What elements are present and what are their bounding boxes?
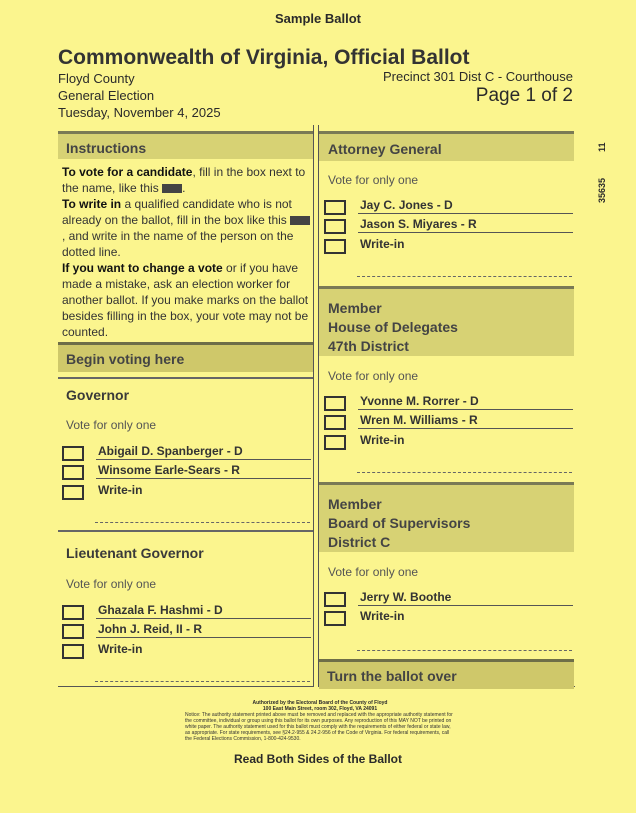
candidate-name: Abigail D. Spanberger - D	[98, 444, 243, 458]
instr-p3-rest: or if you have made a mistake, ask an election worker for another ballot. If you make marks on the ballot besides filling in the box, your vote may not be counted.	[62, 261, 309, 339]
name-underline	[358, 605, 573, 606]
attorney-general-title: Attorney General	[319, 131, 574, 161]
candidate-williams[interactable]	[324, 413, 574, 431]
write-in-label: Write-in	[98, 483, 143, 497]
attorney-general-write-in[interactable]	[324, 237, 574, 255]
candidate-name: John J. Reid, II - R	[98, 622, 203, 636]
vote-box[interactable]	[324, 415, 346, 430]
write-in-label: Write-in	[98, 642, 143, 656]
instr-p1-rest: , fill in the box next to the name, like this	[62, 165, 306, 195]
candidate-jones[interactable]	[324, 198, 574, 216]
delegates-title-2: House of Delegates	[328, 319, 458, 335]
write-in-line[interactable]	[95, 522, 310, 523]
candidate-name: Jay C. Jones - D	[360, 198, 453, 212]
begin-voting-banner: Begin voting here	[58, 342, 313, 372]
write-in-label: Write-in	[360, 433, 405, 447]
delegates-title	[319, 286, 574, 356]
write-in-line[interactable]	[357, 276, 572, 277]
candidate-name: Jerry W. Boothe	[360, 590, 452, 604]
authority-statement	[185, 700, 455, 742]
name-underline	[358, 428, 573, 429]
name-underline	[358, 232, 573, 233]
governor-vote-for: Vote for only one	[66, 418, 157, 432]
supervisors-title-1: Member	[328, 496, 382, 512]
election-info	[58, 70, 221, 121]
name-underline	[96, 618, 311, 619]
vote-box[interactable]	[62, 605, 84, 620]
candidate-boothe[interactable]	[324, 590, 574, 608]
attorney-general-vote-for: Vote for only one	[328, 173, 419, 187]
separator	[58, 530, 313, 532]
separator	[58, 377, 313, 379]
supervisors-title	[319, 482, 574, 552]
vote-box[interactable]	[62, 485, 84, 500]
candidate-earle-sears[interactable]	[62, 463, 312, 481]
delegates-title-3: 47th District	[328, 338, 409, 354]
instructions-text: To vote for a candidate, fill in the box next to the name, like this . To write in a qualified candidate who is not already on the ballot, fill in the box like this , and write in the name of the person on the dotted line. If you want to change a vote or if you have made a mistake, ask an election worker for another ballot. If you make marks on the ballot besides filling in the box, your vote may not be counted.	[62, 165, 309, 339]
supervisors-title-2: Board of Supervisors	[328, 515, 471, 531]
instr-p2-rest2: , and write in the name of the person on the dotted line.	[62, 229, 294, 259]
lt-governor-vote-for: Vote for only one	[66, 577, 157, 591]
authority-notice: Notice: The authority statement printed above must be removed and replaced with the appropriate authority statement for the committee, individual or group using this ballot for its own purposes. Any reproduction of this MAY NOT be printed on white paper. The authority statement used for this ballot must comply with the requirements of either federal or state law, as appropriate. For state requirements, see §24.2-955 & 24.2-956 of the Code of Virginia. For federal requirements, call the Federal Elections Commission, 1-800-424-9530.	[185, 712, 453, 742]
name-underline	[96, 478, 311, 479]
name-underline	[358, 409, 573, 410]
delegates-write-in[interactable]	[324, 433, 574, 451]
vote-box[interactable]	[324, 396, 346, 411]
vote-box[interactable]	[62, 624, 84, 639]
delegates-title-1: Member	[328, 300, 382, 316]
county-name: Floyd County	[58, 71, 135, 86]
instr-p3-bold: If you want to change a vote	[62, 261, 223, 275]
electoral-board-address: 100 East Main Street, room 302, Floyd, VA 24091	[262, 706, 378, 712]
write-in-line[interactable]	[357, 650, 572, 651]
precinct-label: Precinct 301 Dist C - Courthouse	[382, 69, 573, 84]
side-code-a: 11	[597, 142, 607, 152]
candidate-name: Wren M. Williams - R	[360, 413, 478, 427]
instructions-heading: Instructions	[58, 131, 313, 159]
instr-p1-bold: To vote for a candidate	[62, 165, 193, 179]
vote-box[interactable]	[324, 219, 346, 234]
election-name: General Election	[58, 88, 155, 103]
page-number: Page 1 of 2	[475, 85, 573, 106]
lt-governor-write-in[interactable]	[62, 642, 312, 660]
supervisors-vote-for: Vote for only one	[328, 565, 419, 579]
write-in-label: Write-in	[360, 237, 405, 251]
authorized-by: Authorized by the Electoral Board of the County of Floyd	[252, 700, 388, 706]
instr-p2-rest1: a qualified candidate who is not already on the ballot, fill in the box like this	[62, 197, 292, 227]
name-underline	[96, 459, 311, 460]
name-underline	[358, 213, 573, 214]
supervisors-write-in[interactable]	[324, 609, 574, 627]
sample-ballot-label: Sample Ballot	[275, 11, 361, 26]
vote-box[interactable]	[62, 465, 84, 480]
delegates-vote-for: Vote for only one	[328, 369, 419, 383]
candidate-name: Winsome Earle-Sears - R	[98, 463, 240, 477]
write-in-line[interactable]	[95, 681, 310, 682]
candidate-name: Jason S. Miyares - R	[360, 217, 477, 231]
vote-box[interactable]	[324, 239, 346, 254]
ballot-title: Commonwealth of Virginia, Official Ballot	[58, 46, 470, 69]
candidate-rorrer[interactable]	[324, 394, 574, 412]
write-in-label: Write-in	[360, 609, 405, 623]
lt-governor-title: Lieutenant Governor	[66, 545, 204, 561]
vote-box[interactable]	[324, 611, 346, 626]
candidate-name: Ghazala F. Hashmi - D	[98, 603, 223, 617]
candidate-name: Yvonne M. Rorrer - D	[360, 394, 479, 408]
vote-box[interactable]	[324, 200, 346, 215]
supervisors-title-3: District C	[328, 534, 391, 550]
election-date: Tuesday, November 4, 2025	[58, 105, 221, 120]
vote-box[interactable]	[324, 592, 346, 607]
candidate-hashmi[interactable]	[62, 603, 312, 621]
vote-box[interactable]	[62, 644, 84, 659]
read-both-sides: Read Both Sides of the Ballot	[233, 752, 402, 766]
filled-box-example-icon-2	[290, 216, 310, 225]
candidate-reid[interactable]	[62, 622, 312, 640]
instr-p2-bold: To write in	[62, 197, 122, 211]
vote-box[interactable]	[62, 446, 84, 461]
write-in-line[interactable]	[357, 472, 572, 473]
candidate-miyares[interactable]	[324, 217, 574, 235]
candidate-spanberger[interactable]	[62, 444, 312, 462]
name-underline	[96, 637, 311, 638]
side-code-b: 35635	[597, 177, 607, 203]
filled-box-example-icon	[162, 184, 182, 193]
turn-over-banner: Turn the ballot over	[319, 659, 574, 689]
governor-title: Governor	[66, 387, 130, 403]
governor-write-in[interactable]	[62, 483, 312, 501]
vote-box[interactable]	[324, 435, 346, 450]
